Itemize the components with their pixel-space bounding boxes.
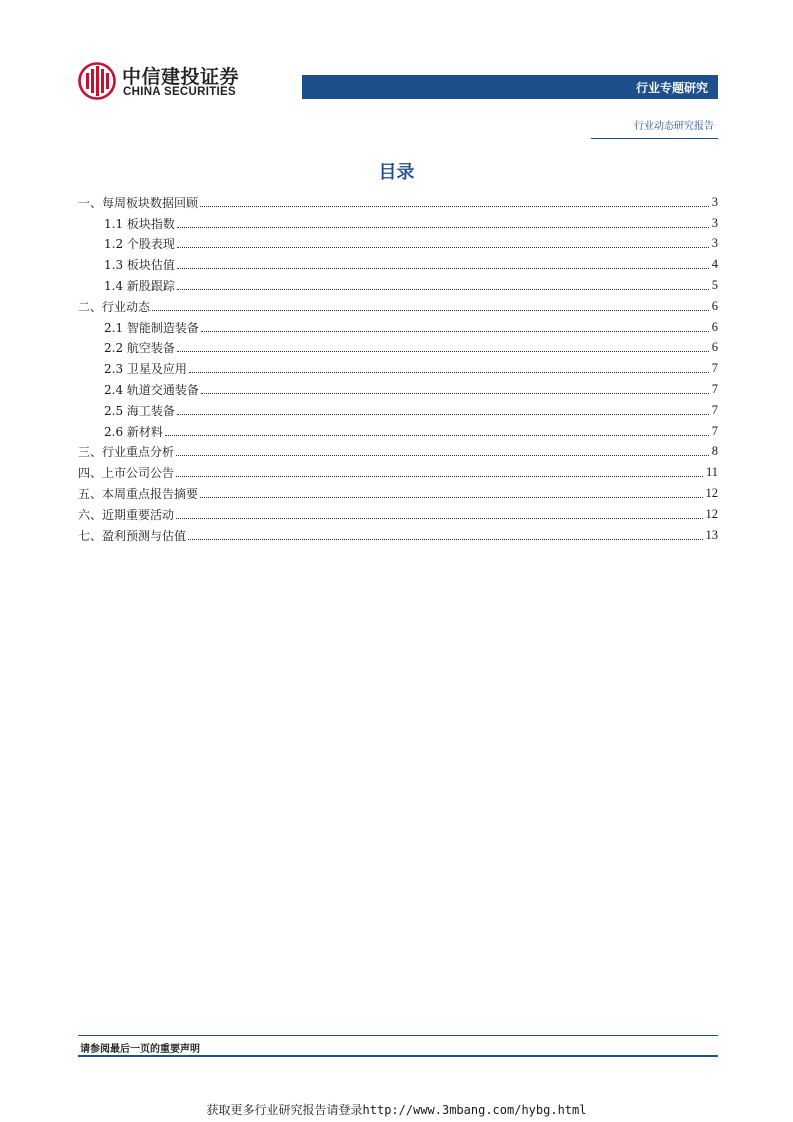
toc-entry-label: 三、行业重点分析 [78, 445, 175, 460]
toc-dot-leader [201, 331, 709, 332]
toc-entry-page-number: 7 [711, 361, 718, 376]
toc-dot-leader [177, 227, 709, 228]
toc-entry[interactable] [78, 358, 718, 379]
logo-chinese-name: 中信建投证券 [122, 66, 240, 88]
toc-entry-page-number: 3 [711, 215, 718, 230]
toc-dot-leader [177, 414, 709, 415]
toc-entry-page-number: 13 [705, 527, 718, 542]
bottom-promo-line [0, 1101, 793, 1118]
toc-entry-label: 1.4 新股跟踪 [104, 279, 175, 294]
toc-dot-leader [152, 310, 709, 311]
toc-entry-label: 2.6 新材料 [104, 424, 163, 439]
toc-dot-leader [165, 435, 709, 436]
toc-entry-label: 五、本周重点报告摘要 [78, 487, 199, 502]
logo-english-name: CHINA SECURITIES [123, 86, 236, 98]
toc-entry[interactable] [78, 296, 718, 317]
table-of-contents [78, 192, 718, 546]
toc-entry-label: 2.4 轨道交通装备 [104, 383, 199, 398]
toc-dot-leader [176, 518, 702, 519]
toc-dot-leader [176, 476, 703, 477]
toc-entry[interactable] [78, 379, 718, 400]
toc-entry-page-number: 12 [705, 506, 718, 521]
toc-entry-page-number: 7 [711, 402, 718, 417]
toc-entry[interactable] [78, 504, 718, 525]
toc-entry-page-number: 6 [711, 319, 718, 334]
toc-entry[interactable] [78, 213, 718, 234]
toc-entry[interactable] [78, 421, 718, 442]
toc-dot-leader [201, 393, 709, 394]
toc-dot-leader [188, 539, 702, 540]
footer-divider-bottom [78, 1055, 718, 1057]
toc-entry-page-number: 3 [711, 236, 718, 251]
toc-entry[interactable] [78, 254, 718, 275]
toc-entry[interactable] [78, 338, 718, 359]
toc-entry[interactable] [78, 317, 718, 338]
toc-entry[interactable] [78, 192, 718, 213]
toc-entry-label: 1.3 板块估值 [104, 258, 175, 273]
toc-dot-leader [200, 497, 702, 498]
toc-entry[interactable] [78, 462, 718, 483]
toc-entry-page-number: 7 [711, 382, 718, 397]
toc-dot-leader [177, 351, 709, 352]
toc-entry-page-number: 3 [711, 194, 718, 209]
toc-dot-leader [177, 289, 709, 290]
toc-dot-leader [200, 206, 709, 207]
report-subtype-label: 行业动态研究报告 [634, 121, 714, 132]
toc-entry-label: 1.2 个股表现 [104, 237, 175, 252]
toc-entry-page-number: 8 [711, 444, 718, 459]
toc-entry-label: 2.2 航空装备 [104, 341, 175, 356]
toc-entry[interactable] [78, 525, 718, 546]
toc-dot-leader [177, 247, 709, 248]
toc-entry-label: 七、盈利预测与估值 [78, 528, 187, 543]
toc-entry-page-number: 4 [711, 257, 718, 272]
company-logo [78, 62, 253, 100]
toc-entry-label: 一、每周板块数据回顾 [78, 195, 199, 210]
toc-entry-page-number: 7 [711, 423, 718, 438]
toc-entry[interactable] [78, 275, 718, 296]
toc-entry-page-number: 12 [705, 486, 718, 501]
bottom-promo-link[interactable]: http://www.3mbang.com/hybg.html [362, 1103, 587, 1117]
header-divider [591, 138, 718, 139]
toc-entry[interactable] [78, 483, 718, 504]
toc-entry-label: 1.1 板块指数 [104, 216, 175, 231]
toc-dot-leader [176, 455, 709, 456]
toc-entry-label: 六、近期重要活动 [78, 507, 175, 522]
toc-title: 目录 [378, 162, 415, 183]
toc-entry[interactable] [78, 400, 718, 421]
toc-entry-label: 2.5 海工装备 [104, 403, 175, 418]
bottom-promo-text: 获取更多行业研究报告请登录 [206, 1103, 363, 1117]
toc-entry-label: 2.1 智能制造装备 [104, 320, 199, 335]
footer-disclaimer: 请参阅最后一页的重要声明 [80, 1044, 200, 1055]
footer-divider-top [78, 1035, 718, 1036]
china-securities-logo-icon [78, 62, 116, 100]
toc-entry[interactable] [78, 234, 718, 255]
toc-entry-label: 2.3 卫星及应用 [104, 362, 187, 377]
toc-dot-leader [177, 268, 709, 269]
banner-label: 行业专题研究 [635, 81, 708, 95]
toc-entry-page-number: 6 [711, 298, 718, 313]
toc-entry[interactable] [78, 442, 718, 463]
toc-entry-label: 四、上市公司公告 [78, 466, 175, 481]
report-type-banner [302, 75, 718, 99]
toc-entry-page-number: 5 [711, 278, 718, 293]
toc-entry-label: 二、行业动态 [78, 299, 151, 314]
toc-dot-leader [189, 372, 709, 373]
toc-entry-page-number: 6 [711, 340, 718, 355]
toc-entry-page-number: 11 [705, 465, 718, 480]
